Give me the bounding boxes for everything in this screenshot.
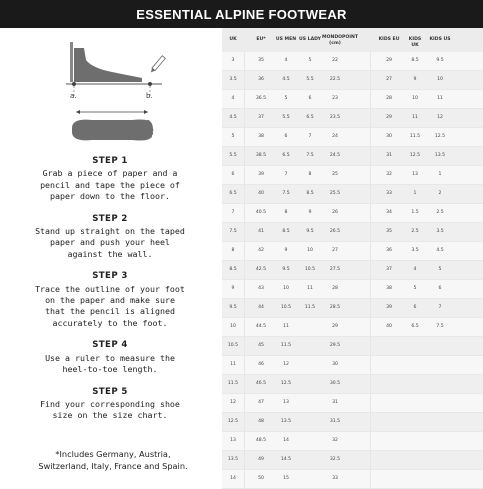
table-cell: 3 — [231, 58, 235, 63]
table-cell: 29 — [386, 115, 392, 120]
table-cell: 13.5 — [280, 419, 292, 424]
table-row — [222, 394, 483, 413]
table-cell: 29 — [386, 58, 392, 63]
column-header: KIDS EU — [378, 37, 400, 42]
table-cell: 23.5 — [329, 115, 341, 120]
table-cell: 25.5 — [329, 191, 341, 196]
step-2-text: Stand up straight on the taped paper and push your heel against the wall. — [35, 226, 185, 259]
table-cell: 7 — [438, 305, 442, 310]
table-cell: 31 — [386, 153, 392, 158]
table-cell: 28 — [386, 96, 392, 101]
table-cell: 10 — [437, 77, 443, 82]
size-chart-table — [222, 28, 483, 488]
table-cell: 41 — [258, 229, 264, 234]
table-cell: 1 — [438, 172, 442, 177]
table-cell: 5 — [438, 267, 442, 272]
table-cell: 34 — [386, 210, 392, 215]
table-cell: 36 — [386, 248, 392, 253]
table-cell: 27.5 — [329, 267, 341, 272]
column-header: KIDS UK — [408, 37, 422, 48]
table-cell: 40.5 — [255, 210, 267, 215]
wall-line — [70, 42, 73, 82]
table-cell: 10 — [412, 96, 418, 101]
column-header: UK — [229, 37, 237, 42]
column-header: MONDOPOINT (cm) — [322, 35, 358, 46]
table-cell: 23 — [332, 96, 338, 101]
table-cell: 22 — [332, 58, 338, 63]
instructions-panel — [0, 28, 220, 488]
table-cell: 9 — [308, 210, 312, 215]
table-cell: 5.5 — [229, 153, 237, 158]
table-cell: 4.5 — [282, 77, 290, 82]
column-divider — [244, 52, 245, 488]
table-cell: 12 — [230, 400, 236, 405]
column-header: US LADY — [299, 37, 321, 42]
table-cell: 7.5 — [282, 191, 290, 196]
table-cell: 9.5 — [282, 267, 290, 272]
table-row — [222, 280, 483, 299]
table-cell: 6 — [284, 134, 288, 139]
table-cell: 7 — [284, 172, 288, 177]
length-arrow-icon — [76, 110, 148, 114]
table-cell: 9 — [413, 77, 417, 82]
table-cell: 11 — [283, 324, 289, 329]
table-cell: 48.5 — [255, 438, 267, 443]
table-cell: 2.5 — [436, 210, 444, 215]
table-cell: 11.5 — [304, 305, 316, 310]
table-cell: 9 — [284, 248, 288, 253]
table-row — [222, 451, 483, 470]
table-cell: 29.5 — [329, 343, 341, 348]
table-cell: 1.5 — [411, 210, 419, 215]
table-cell: 4.5 — [229, 115, 237, 120]
table-cell: 11.5 — [280, 343, 292, 348]
footnote: *Includes Germany, Austria, Switzerland, Italy, France and Spain. — [38, 449, 188, 471]
point-b-marker — [148, 82, 152, 86]
table-cell: 28 — [332, 286, 338, 291]
table-row — [222, 90, 483, 109]
table-row — [222, 261, 483, 280]
table-cell: 24.5 — [329, 153, 341, 158]
table-cell: 8 — [308, 172, 312, 177]
table-cell: 10.5 — [304, 267, 316, 272]
table-cell: 11.5 — [409, 134, 421, 139]
table-cell: 27 — [332, 248, 338, 253]
table-cell: 4.5 — [436, 248, 444, 253]
table-cell: 30 — [386, 134, 392, 139]
table-cell: 50 — [258, 476, 264, 481]
table-cell: 35 — [386, 229, 392, 234]
table-row — [222, 147, 483, 166]
table-cell: 13.5 — [227, 457, 239, 462]
table-cell: 6 — [413, 305, 417, 310]
foot-top-icon — [72, 120, 153, 141]
table-row — [222, 204, 483, 223]
table-cell: 11 — [412, 115, 418, 120]
column-header: EU* — [256, 37, 266, 42]
table-row — [222, 318, 483, 337]
table-cell: 14.5 — [280, 457, 292, 462]
table-cell: 39 — [258, 172, 264, 177]
table-cell: 44.5 — [255, 324, 267, 329]
table-cell: 1 — [413, 191, 417, 196]
table-cell: 32.5 — [329, 457, 341, 462]
table-cell: 10 — [283, 286, 289, 291]
table-cell: 12 — [437, 115, 443, 120]
table-cell: 36.5 — [255, 96, 267, 101]
table-cell: 46 — [258, 362, 264, 367]
table-cell: 12.5 — [280, 381, 292, 386]
table-cell: 30 — [332, 362, 338, 367]
table-row — [222, 337, 483, 356]
table-cell: 39 — [386, 305, 392, 310]
table-cell: 6.5 — [282, 153, 290, 158]
table-cell: 5 — [231, 134, 235, 139]
table-cell: 6 — [231, 172, 235, 177]
table-cell: 4 — [231, 96, 235, 101]
table-cell: 10.5 — [280, 305, 292, 310]
table-row — [222, 109, 483, 128]
table-row — [222, 356, 483, 375]
step-5-title: STEP 5 — [92, 386, 128, 397]
step-1-text: Grab a piece of paper and a pencil and tape the piece of paper down to the floor. — [40, 168, 180, 202]
table-cell: 37 — [258, 115, 264, 120]
table-cell: 13 — [230, 438, 236, 443]
column-header: KIDS US — [429, 37, 451, 42]
table-cell: 11 — [437, 96, 443, 101]
table-row — [222, 413, 483, 432]
table-row — [222, 242, 483, 261]
table-cell: 33 — [386, 191, 392, 196]
table-cell: 7 — [231, 210, 235, 215]
table-row — [222, 299, 483, 318]
table-cell: 30.5 — [329, 381, 341, 386]
table-cell: 42 — [258, 248, 264, 253]
column-divider — [370, 52, 371, 488]
table-row — [222, 223, 483, 242]
table-cell: 24 — [332, 134, 338, 139]
table-cell: 7.5 — [306, 153, 314, 158]
table-row — [222, 375, 483, 394]
step-4-title: STEP 4 — [92, 340, 128, 351]
table-cell: 49 — [258, 457, 264, 462]
step-3-title: STEP 3 — [92, 271, 128, 282]
table-cell: 4 — [413, 267, 417, 272]
step-5-text: Find your corresponding shoe size on the size chart. — [40, 398, 180, 421]
table-cell: 9.5 — [436, 58, 444, 63]
pencil-icon — [149, 56, 165, 74]
table-cell: 6 — [308, 96, 312, 101]
table-cell: 8.5 — [229, 267, 237, 272]
table-cell: 12.5 — [409, 153, 421, 158]
table-cell: 3.5 — [411, 248, 419, 253]
table-cell: 43 — [258, 286, 264, 291]
step-4-text: Use a ruler to measure the heel-to-toe length. — [45, 352, 175, 375]
table-cell: 9.5 — [306, 229, 314, 234]
table-cell: 6.5 — [306, 115, 314, 120]
table-cell: 29 — [332, 324, 338, 329]
table-cell: 13 — [283, 400, 289, 405]
table-cell: 5 — [413, 286, 417, 291]
table-cell: 8.5 — [306, 191, 314, 196]
table-cell: 8 — [284, 210, 288, 215]
table-cell: 8.5 — [282, 229, 290, 234]
table-cell: 26.5 — [329, 229, 341, 234]
table-cell: 38.5 — [255, 153, 267, 158]
table-cell: 7 — [308, 134, 312, 139]
table-cell: 33 — [332, 476, 338, 481]
table-cell: 32 — [332, 438, 338, 443]
table-row — [222, 71, 483, 90]
table-cell: 11 — [307, 286, 313, 291]
table-cell: 40 — [386, 324, 392, 329]
label-b: b. — [146, 92, 153, 100]
step-2-title: STEP 2 — [92, 213, 128, 224]
table-cell: 40 — [258, 191, 264, 196]
table-cell: 35 — [258, 58, 264, 63]
table-cell: 9.5 — [229, 305, 237, 310]
label-a: a. — [70, 92, 77, 100]
table-cell: 12.5 — [434, 134, 446, 139]
table-header-row — [222, 28, 483, 52]
table-cell: 26 — [332, 210, 338, 215]
table-cell: 3.5 — [436, 229, 444, 234]
foot-measure-illustration — [62, 38, 172, 158]
table-cell: 10.5 — [227, 343, 239, 348]
table-cell: 22.5 — [329, 77, 341, 82]
table-cell: 32 — [386, 172, 392, 177]
step-1-title: STEP 1 — [92, 156, 128, 166]
table-cell: 6.5 — [229, 191, 237, 196]
table-cell: 44 — [258, 305, 264, 310]
table-row — [222, 166, 483, 185]
table-cell: 15 — [283, 476, 289, 481]
table-cell: 27 — [386, 77, 392, 82]
table-cell: 9 — [231, 286, 235, 291]
table-cell: 14 — [230, 476, 236, 481]
page-header — [0, 0, 483, 28]
table-cell: 14 — [283, 438, 289, 443]
table-cell: 46.5 — [255, 381, 267, 386]
table-cell: 5.5 — [306, 77, 314, 82]
table-row — [222, 432, 483, 451]
table-cell: 2 — [438, 191, 442, 196]
table-row — [222, 128, 483, 147]
table-cell: 38 — [258, 134, 264, 139]
table-cell: 45 — [258, 343, 264, 348]
table-row — [222, 52, 483, 71]
table-cell: 8.5 — [411, 58, 419, 63]
table-cell: 12 — [283, 362, 289, 367]
table-cell: 6 — [438, 286, 442, 291]
table-cell: 36 — [258, 77, 264, 82]
table-row — [222, 470, 483, 489]
page-title: ESSENTIAL ALPINE FOOTWEAR — [136, 6, 347, 22]
table-cell: 3.5 — [229, 77, 237, 82]
table-cell: 13 — [412, 172, 418, 177]
table-cell: 4 — [284, 58, 288, 63]
table-cell: 10 — [230, 324, 236, 329]
table-cell: 7.5 — [436, 324, 444, 329]
table-cell: 5 — [308, 58, 312, 63]
table-cell: 6.5 — [411, 324, 419, 329]
table-cell: 28.5 — [329, 305, 341, 310]
table-cell: 37 — [386, 267, 392, 272]
table-cell: 11.5 — [227, 381, 239, 386]
table-cell: 48 — [258, 419, 264, 424]
table-cell: 7.5 — [229, 229, 237, 234]
step-3-text: Trace the outline of your foot on the paper and make sure that the pencil is aligned accurately to the foot. — [35, 283, 185, 328]
table-cell: 12.5 — [227, 419, 239, 424]
table-cell: 5.5 — [282, 115, 290, 120]
point-a-marker — [72, 82, 76, 86]
table-cell: 31 — [332, 400, 338, 405]
table-cell: 25 — [332, 172, 338, 177]
steps-list — [0, 156, 220, 422]
table-cell: 8 — [231, 248, 235, 253]
table-cell: 31.5 — [329, 419, 341, 424]
table-cell: 13.5 — [434, 153, 446, 158]
foot-side-icon — [74, 48, 142, 82]
table-cell: 10 — [307, 248, 313, 253]
table-cell: 42.5 — [255, 267, 267, 272]
table-cell: 38 — [386, 286, 392, 291]
table-cell: 11 — [230, 362, 236, 367]
table-row — [222, 185, 483, 204]
table-cell: 2.5 — [411, 229, 419, 234]
column-header: US MEN — [275, 37, 297, 42]
table-cell: 47 — [258, 400, 264, 405]
table-cell: 5 — [284, 96, 288, 101]
